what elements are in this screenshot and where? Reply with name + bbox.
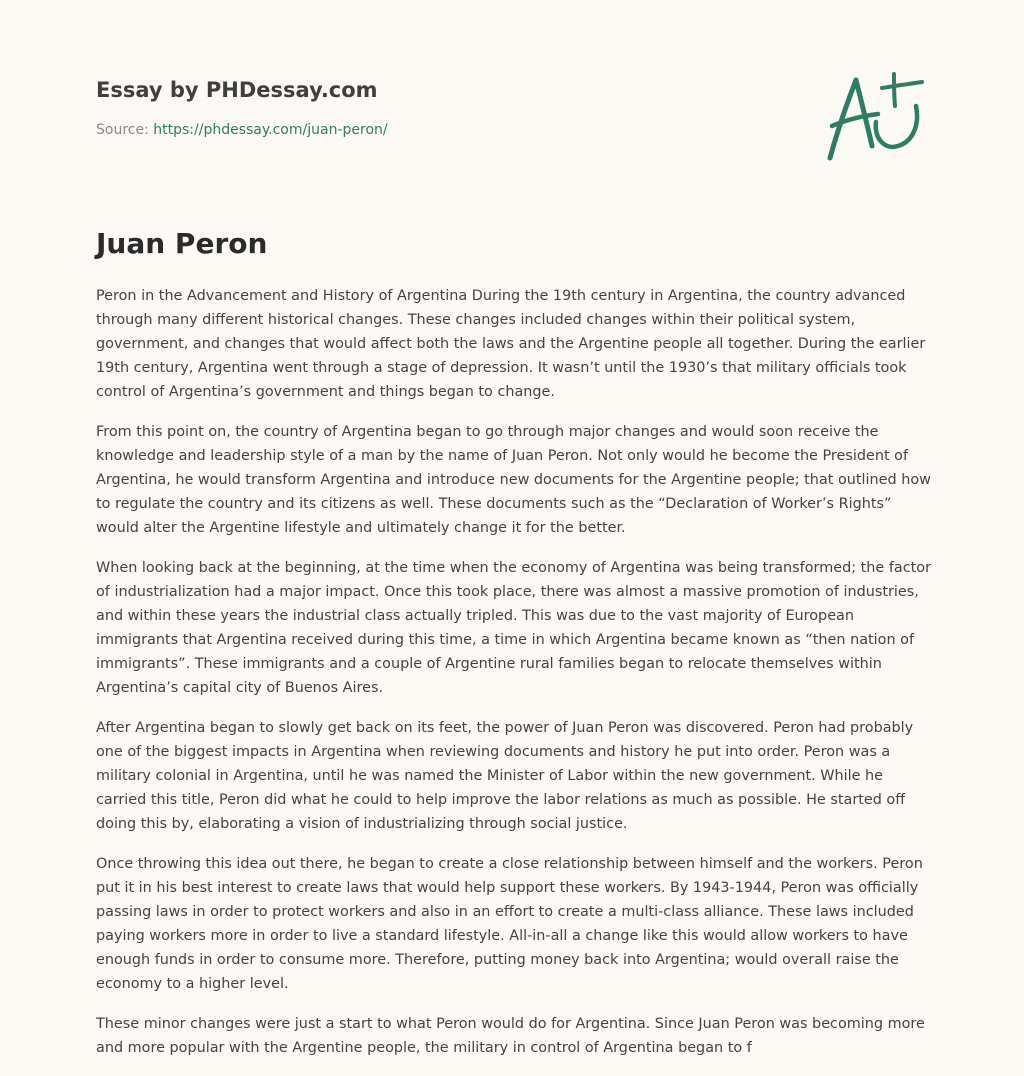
source-label: Source:	[96, 122, 154, 138]
page-header	[96, 76, 928, 140]
essay-title: Juan Peron	[96, 227, 268, 260]
essay-paragraph: These minor changes were just a start to what Peron would do for Argentina. Since Juan Peron was becoming more and more popular with the Argentine people, the military in control of Argentina began to f	[96, 1016, 925, 1056]
a-plus-logo-icon	[822, 66, 932, 166]
essay-paragraph: After Argentina began to slowly get back on its feet, the power of Juan Peron was discovered. Peron had probably one of the biggest impacts in Argentina when reviewing documents and history he put into order. Peron was a military colonial in Argentina, until he was named the Minister of Labor within the new government. While he carried this title, Peron did what he could to help improve the labor relations as much as possible. He started off doing this by, elaborating a vision of industrializing through social justice.	[96, 720, 914, 832]
essay-paragraph: From this point on, the country of Argentina began to go through major changes and would soon receive the knowledge and leadership style of a man by the name of Juan Peron. Not only would he become the President of Argentina, he would transform Argentina and introduce new documents for the Argentine people; that outlined how to regulate the country and its citizens as well. These documents such as the “Declaration of Worker’s Rights” would alter the Argentine lifestyle and ultimately change it for the better.	[96, 424, 931, 536]
essay-paragraph: Once throwing this idea out there, he began to create a close relationship between himself and the workers. Peron put it in his best interest to create laws that would help support these workers. By 1943-1944, Peron was officially passing laws in order to protect workers and also in an effort to create a multi-class alliance. These laws included paying workers more in order to live a standard lifestyle. All-in-all a change like this would allow workers to have enough funds in order to consume more. Therefore, putting money back into Argentina; would overall raise the economy to a higher level.	[96, 856, 923, 992]
essay-paragraph: Peron in the Advancement and History of Argentina During the 19th century in Argentina, the country advanced through many different historical changes. These changes included changes within their political system, government, and changes that would affect both the laws and the Argentine people all together. During the earlier 19th century, Argentina went through a stage of depression. It wasn’t until the 1930’s that military officials took control of Argentina’s government and things began to change.	[96, 288, 926, 400]
essay-body	[96, 284, 932, 1076]
site-brand: Essay by PHDessay.com	[96, 78, 378, 102]
essay-paragraph: When looking back at the beginning, at the time when the economy of Argentina was being transformed; the factor of industrialization had a major impact. Once this took place, there was almost a massive promotion of industries, and within these years the industrial class actually tripled. This was due to the vast majority of European immigrants that Argentina received during this time, a time in which Argentina became known as “then nation of immigrants”. These immigrants and a couple of Argentine rural families began to relocate themselves within Argentina’s capital city of Buenos Aires.	[96, 560, 931, 696]
source-link[interactable]: https://phdessay.com/juan-peron/	[153, 122, 388, 138]
source-line	[96, 120, 928, 140]
